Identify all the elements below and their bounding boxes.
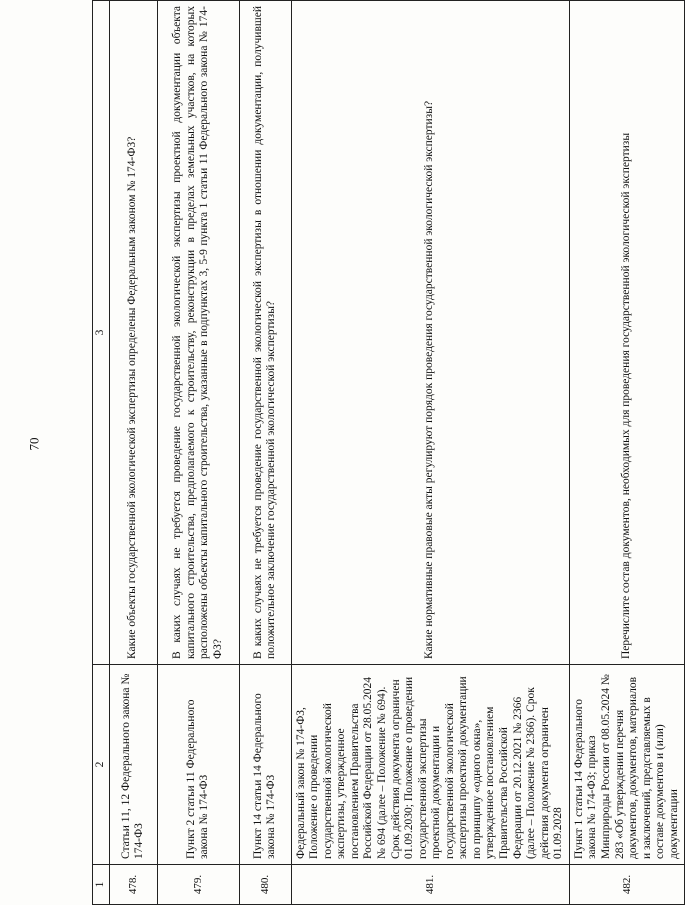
- table-row: [569, 1, 685, 905]
- row-question: В каких случаях не требуется проведение государственной экологической экспертизы в отношении документации, получившей положительное заключение государственной экологической экспертизы?: [239, 1, 291, 665]
- questions-table-frame: [92, 0, 680, 905]
- row-source: Статьи 11, 12 Федерального закона № 174-ФЗ: [109, 665, 157, 865]
- table-row: [157, 1, 239, 905]
- row-number: 478.: [109, 865, 157, 905]
- table-row: [291, 1, 569, 905]
- row-number: 480.: [239, 865, 291, 905]
- row-number: 479.: [157, 865, 239, 905]
- questions-table: [92, 0, 685, 905]
- page-number: 70: [26, 437, 42, 451]
- row-source: Пункт 14 статьи 14 Федерального закона № 174-ФЗ: [239, 665, 291, 865]
- header-row: [93, 1, 110, 905]
- row-source: Федеральный закон № 174-ФЗ, Положение о проведении государственной экологической экспертизы, утвержденное постановлением Правительства Российской Федерации от 28.05.2024 № 694 (далее – Положение № 694). Срок действия документа ограничен 01.09.2030; Положение о проведении государственной экспертизы проектной документации и государственной экологической экспертизы проектной документации по принципу «одного окна», утвержденное постановлением Правительства Российской Федерации от 20.12.2021 № 2366 (далее – Положение № 2366). Срок действия документа ограничен 01.09.2028: [291, 665, 569, 865]
- table-row: [109, 1, 157, 905]
- row-question: Какие объекты государственной экологической экспертизы определены Федеральным законом № 174-ФЗ?: [109, 1, 157, 665]
- row-number: 481.: [291, 865, 569, 905]
- row-question: Какие нормативные правовые акты регулируют порядок проведения государственной экологической экспертизы?: [291, 1, 569, 665]
- row-source: Пункт 2 статьи 11 Федерального закона № 174-ФЗ: [157, 665, 239, 865]
- header-col-2: 2: [93, 665, 110, 865]
- row-question: Перечислите состав документов, необходимых для проведения государственной экологической экспертизы: [569, 1, 685, 665]
- row-source: Пункт 1 статьи 14 Федерального закона № 174-ФЗ; приказ Минприроды России от 08.05.2024 № 283 «Об утверждении перечня документов, документов, материалов и заключений, представляемых в составе документов и (или) документации: [569, 665, 685, 865]
- header-col-1: 1: [93, 865, 110, 905]
- table-row: [239, 1, 291, 905]
- row-number: 482.: [569, 865, 685, 905]
- header-col-3: 3: [93, 1, 110, 665]
- row-question: В каких случаях не требуется проведение государственной экологической экспертизы проектной документации объекта капитального строительства, предполагаемого к строительству, реконструкции в пределах земельных участков, на которых расположены объекты капитального строительства, указанные в подпунктах 3, 5-9 пункта 1 статьи 11 Федерального закона № 174-ФЗ?: [157, 1, 239, 665]
